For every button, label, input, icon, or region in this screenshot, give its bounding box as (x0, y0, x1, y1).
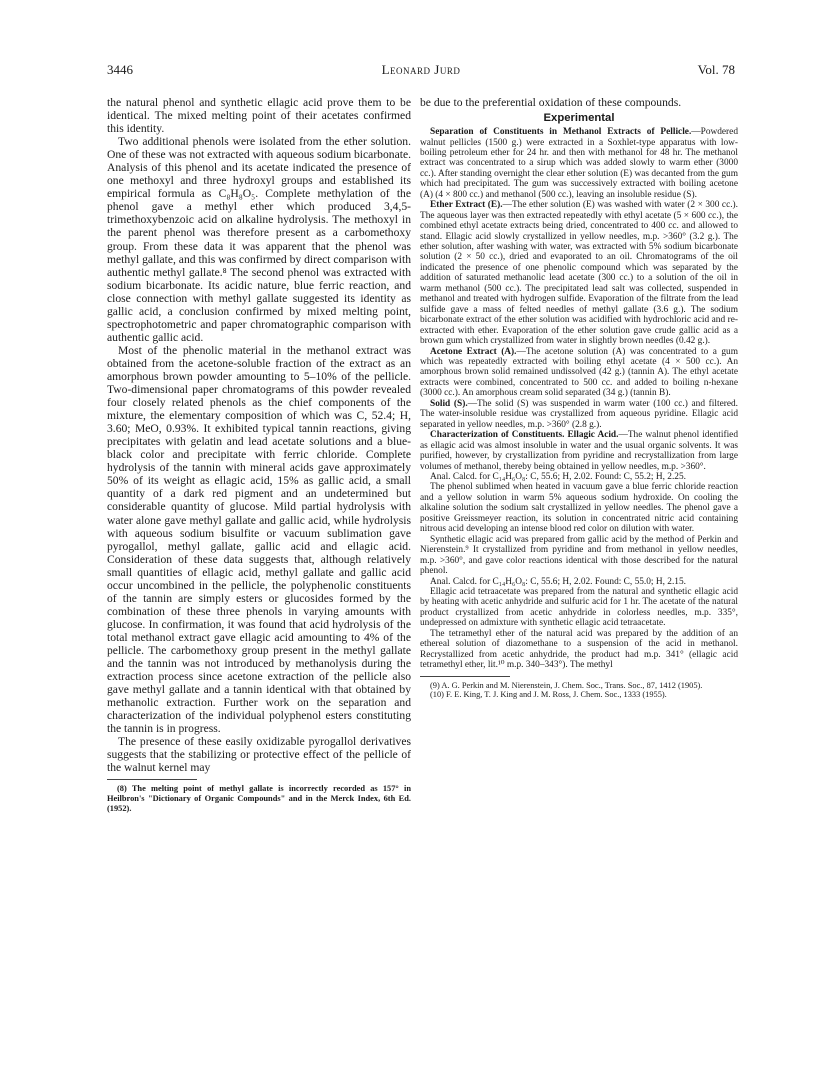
run-in-heading: Acetone Extract (A). (430, 346, 517, 357)
paragraph-body: —The walnut phenol identified as ellagic acid was almost insoluble in water and the usual organic solvents. It was purified, however, by crystallization from pyridine and recrystallization from large volumes of methanol, thereby being obtained in yellow needles, m.p. >360°. (420, 430, 738, 472)
analysis-line: Anal. Calcd. for C₁₄H₆O₈: C, 55.6; H, 2.02. Found: C, 55.2; H, 2.25. (430, 472, 686, 482)
running-head-author: Leonard Jurd (381, 62, 461, 77)
paragraph: Two additional phenols were isolated from the ether solution. One of these was not extracted with aqueous sodium bicarbonate. Analysis of this phenol and its acetate indicated the presence of one methoxyl and three hydroxyl groups and established its empirical formula as C₈H₈O₅. Complete methylation of the phenol gave a methyl ether which produced 3,4,5-trimethoxybenzoic acid on alkaline hydrolysis. The methoxyl in the parent phenol was therefore present as a carbomethoxy group. From these data it was apparent that the phenol was methyl gallate, and this was confirmed by direct comparison with authentic methyl gallate.⁸ The second phenol was extracted with sodium bicarbonate. Its acidic nature, blue ferric reaction, and close connection with methyl gallate suggested its identity as gallic acid, a conclusion confirmed by mixed melting point, spectrophotometric and paper chromatographic comparison with authentic gallic acid. (107, 135, 411, 344)
paragraph-body: —Powdered walnut pellicles (1500 g.) were extracted in a Soxhlet-type apparatus with low-boiling petroleum ether for 24 hr. and then with methanol for 48 hr. The methanol extract was concentrated to a sirup which was added slowly to warm ether (3000 cc.). After standing overnight the clear ether solution (E) was decanted from the gum which had precipitated. The gum was successively extracted with boiling acetone (A) (4 × 800 cc.) and methanol (500 cc.), leaving an insoluble residue (S). (420, 127, 738, 200)
footnote-rule (107, 779, 197, 780)
analysis-line: Anal. Calcd. for C₁₄H₆O₈: C, 55.6; H, 2.02. Found: C, 55.0; H, 2.15. (430, 576, 686, 587)
paragraph-body: —The solid (S) was suspended in warm water (100 cc.) and filtered. The water-insoluble residue was crystallized from aqueous pyridine. Ellagic acid separated in yellow needles, m.p. >360° (2.8 g.). (420, 398, 738, 430)
run-in-heading: Characterization of Constituents. Ellagic Acid. (430, 430, 619, 441)
footnote: (10) F. E. King, T. J. King and J. M. Ross, J. Chem. Soc., 1333 (1955). (430, 690, 667, 700)
run-in-heading: Solid (S). (430, 398, 468, 409)
paragraph (420, 200, 738, 346)
footnote: (8) The melting point of methyl gallate is incorrectly recorded as 157° in Heilbron's "Dictionary of Organic Compounds" and in the Merck Index, 6th Ed. (1952). (107, 784, 411, 813)
right-column (420, 96, 738, 700)
volume-number: Vol. 78 (697, 62, 735, 77)
paragraph: the natural phenol and synthetic ellagic acid prove them to be identical. The mixed melting point of their acetates confirmed this identity. (107, 96, 411, 136)
paragraph (420, 430, 738, 472)
paragraph: Most of the phenolic material in the methanol extract was obtained from the acetone-soluble fraction of the extract as an amorphous brown powder amounting to 5–10% of the pellicle. Two-dimensional paper chromatograms of this powder revealed four closely related phenols as the chief components of the mixture, the elementary composition of which was C, 52.4; H, 3.60; MeO, 0.93%. It exhibited typical tannin reactions, giving precipitates with gelatin and lead acetate solutions and a blue-black color and precipitate with ferric chloride. Complete hydrolysis of the tannin with mineral acids gave approximately 50% of its weight as ellagic acid, 15% as gallic acid, a small quantity of a dark red pigment and an undetermined but considerable quantity of glucose. Mild partial hydrolysis with water alone gave methyl gallate and gallic acid, while hydrolysis with aqueous sodium bisulfite or vacuum sublimation gave pyrogallol, methyl gallate, gallic acid and ellagic acid. Consideration of these data suggests that, although relatively small quantities of ellagic acid, methyl gallate and gallic acid occur uncombined in the pellicle, the polyphenolic constituents of the tannin are simply esters or glucosides formed by the combination of these three phenols in varying amounts with glucose. In confirmation, it was found that acid hydrolysis of the total methanol extract gave ellagic acid amounting to 4% of the pellicle. The carbomethoxy group present in the methyl gallate and the tannin was not introduced by methanolysis during the extraction process since acetone extraction of the pellicle also gave methyl gallate and a tannin identical with that obtained by methanolic extraction. Further work on the separation and characterization of the individual polyphenol esters constituting the tannin is in progress. (107, 343, 411, 736)
paragraph: Ellagic acid tetraacetate was prepared from the natural and synthetic ellagic acid by heating with acetic anhydride and sulfuric acid for 1 hr. The acetate of the natural product crystallized from acetic anhydride in colorless needles, m.p. 335°, undepressed on admixture with synthetic ellagic acid tetraacetate. (420, 586, 738, 629)
paragraph: The phenol sublimed when heated in vacuum gave a blue ferric chloride reaction and a yellow solution in warm 5% aqueous sodium hydroxide. On cooling the alkaline solution the sodium salt crystallized in yellow needles. The phenol gave a positive Greissmeyer reaction, its solution in concentrated nitric acid containing nitrous acid developing an intense blood red color on dilution with water. (420, 482, 738, 535)
page-header (107, 62, 735, 82)
paragraph: The presence of these easily oxidizable pyrogallol derivatives suggests that the stabilizing or protective effect of the pellicle of the walnut kernel may (107, 735, 411, 775)
left-column (107, 96, 411, 813)
paragraph (420, 399, 738, 430)
run-in-heading: Separation of Constituents in Methanol Extracts of Pellicle. (430, 127, 692, 138)
section-heading-experimental: Experimental (543, 112, 615, 125)
footnote: (9) A. G. Perkin and M. Nierenstein, J. Chem. Soc., Trans. Soc., 87, 1412 (1905). (430, 680, 703, 690)
footnote-rule (420, 676, 510, 677)
paragraph: Synthetic ellagic acid was prepared from gallic acid by the method of Perkin and Nierenstein.⁹ It crystallized from pyridine and from methanol in yellow needles, m.p. >360°, and gave color reactions identical with those described for the natural phenol. (420, 534, 738, 577)
paragraph: The tetramethyl ether of the natural acid was prepared by the addition of an ethereal solution of diazomethane to a suspension of the acid in methanol. Recrystallized from acetic anhydride, the product had m.p. 341° (ellagic acid tetramethyl ether, lit.¹⁰ m.p. 340–343°). The methyl (420, 628, 738, 671)
paragraph-body: —The ether solution (E) was washed with water (2 × 300 cc.). The aqueous layer was then extracted repeatedly with ethyl acetate (5 × 600 cc.), the combined ethyl acetate extracts being dried, concentrated to 400 cc. and allowed to stand. Ellagic acid slowly crystallized in yellow needles, m.p. >360° (3.2 g.). The ether solution, after washing with water, was extracted with 5% sodium bicarbonate solution (2 × 50 cc.), dried and evaporated to an oil. Chromatograms of the oil indicated the presence of one phenolic compound which was separated by the addition of saturated methanolic lead acetate (300 cc.) to a solution of the oil in warm methanol (500 cc.). The precipitated lead salt was collected, suspended in methanol and treated with hydrogen sulfide. Evaporation of the filtrate from the lead sulfide gave a mass of felted needles of methyl gallate (3.6 g.). The sodium bicarbonate extract of the ether solution was acidified with hydrochloric acid and re-extracted with ether. Evaporation of the ether solution gave crude gallic acid as a brown gum which crystallized from water in slightly brown needles (0.42 g.). (420, 200, 739, 347)
run-in-heading: Ether Extract (E). (430, 200, 503, 211)
paragraph-body: —The acetone solution (A) was concentrated to a gum which was repeatedly extracted with boiling ethyl acetate (4 × 500 cc.). An amorphous brown solid remained undissolved (42 g.) (tannin A). The ethyl acetate extracts were combined, concentrated to 500 cc. and added to boiling n-hexane (3000 cc.). An amorphous cream solid separated (34 g.) (tannin B). (420, 346, 738, 399)
paragraph: be due to the preferential oxidation of these compounds. (420, 96, 682, 109)
page-number: 3446 (107, 62, 133, 77)
paragraph (420, 347, 738, 399)
paragraph (420, 127, 738, 200)
